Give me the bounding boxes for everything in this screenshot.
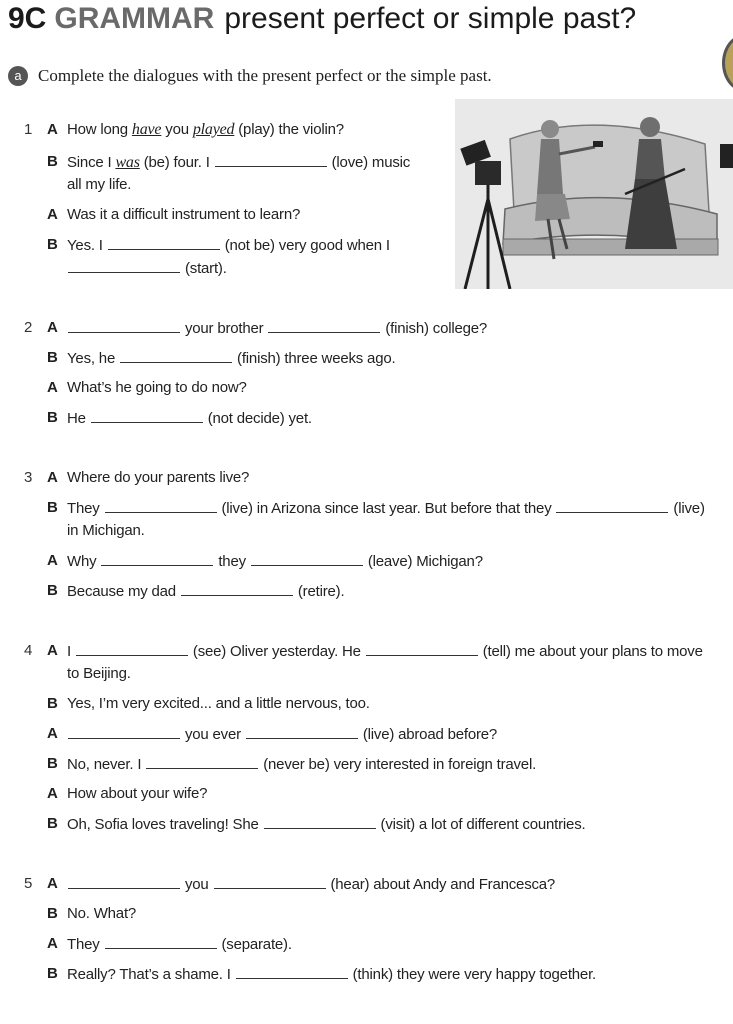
text-segment: to Beijing. — [67, 665, 131, 682]
text-segment: your brother — [181, 320, 268, 337]
dialogue-text — [67, 258, 227, 279]
text-segment: How long — [67, 121, 132, 138]
dialogue-text — [67, 694, 370, 714]
page-title: present perfect or simple past? — [224, 2, 637, 35]
dialogue-text — [67, 581, 344, 602]
text-segment: Yes, he — [67, 350, 120, 367]
answer-blank[interactable] — [246, 724, 358, 739]
example-answer: have — [131, 121, 162, 138]
speaker-label: B — [47, 349, 58, 366]
text-segment: (start). — [181, 260, 227, 277]
interview-illustration — [455, 99, 733, 289]
exercise-instruction — [8, 66, 492, 86]
dialogue-text — [67, 874, 555, 895]
text-segment: Oh, Sofia loves traveling! She — [67, 816, 263, 833]
dialogue-text — [67, 551, 483, 572]
text-segment: you — [181, 876, 213, 893]
speaker-label: B — [47, 153, 58, 170]
text-segment: (leave) Michigan? — [363, 553, 483, 570]
section-label: GRAMMAR — [54, 2, 215, 35]
dialogue-text — [67, 408, 312, 429]
exercise-badge: a — [8, 66, 28, 86]
example-answer: played — [192, 121, 235, 138]
speaker-label: B — [47, 815, 58, 832]
text-segment: They — [67, 936, 104, 953]
speaker-label: A — [47, 469, 58, 486]
speaker-label: A — [47, 725, 58, 742]
text-segment: (love) music — [327, 154, 411, 171]
answer-blank[interactable] — [105, 934, 217, 949]
answer-blank[interactable] — [91, 408, 203, 423]
text-segment: (tell) me about your plans to move — [478, 643, 703, 660]
text-segment: Really? That’s a shame. I — [67, 966, 235, 983]
dialogue-text — [67, 521, 145, 541]
answer-blank[interactable] — [236, 964, 348, 979]
text-segment: Where do your parents live? — [67, 469, 250, 486]
text-segment: (live) in Arizona since last year. But before that they — [217, 500, 556, 517]
dialogue-text — [67, 904, 136, 924]
speaker-label: A — [47, 319, 58, 336]
speaker-label: A — [47, 785, 58, 802]
text-segment: (not be) very good when I — [220, 237, 390, 254]
dialogue-text — [67, 641, 703, 662]
section-code: 9C — [8, 2, 47, 35]
answer-blank[interactable] — [251, 551, 363, 566]
corner-badge-icon — [722, 34, 733, 92]
dialogue-number: 1 — [24, 121, 33, 138]
page-header — [8, 0, 636, 38]
text-segment: No, never. I — [67, 756, 146, 773]
answer-blank[interactable] — [120, 348, 232, 363]
dialogue-text — [67, 348, 395, 369]
speaker-label: A — [47, 552, 58, 569]
speaker-label: B — [47, 695, 58, 712]
answer-blank[interactable] — [68, 258, 180, 273]
text-segment: (not decide) yet. — [203, 410, 312, 427]
answer-blank[interactable] — [68, 318, 180, 333]
text-segment: (think) they were very happy together. — [348, 966, 597, 983]
text-segment: (see) Oliver yesterday. He — [188, 643, 365, 660]
speaker-label: A — [47, 875, 58, 892]
speaker-label: B — [47, 755, 58, 772]
speaker-label: A — [47, 206, 58, 223]
answer-blank[interactable] — [108, 235, 220, 250]
text-segment: Was it a difficult instrument to learn? — [67, 206, 301, 223]
dialogue-text — [67, 318, 487, 339]
speaker-label: A — [47, 379, 58, 396]
answer-blank[interactable] — [264, 814, 376, 829]
dialogue-number: 3 — [24, 469, 33, 486]
speaker-label: B — [47, 582, 58, 599]
answer-blank[interactable] — [76, 641, 188, 656]
dialogue-text — [67, 120, 344, 140]
text-segment: (live) abroad before? — [358, 726, 498, 743]
dialogue-text — [67, 784, 207, 804]
dialogue-text — [67, 378, 247, 398]
text-segment: in Michigan. — [67, 522, 145, 539]
text-segment: (play) the violin? — [234, 121, 344, 138]
text-segment: you ever — [181, 726, 245, 743]
text-segment: I — [67, 643, 75, 660]
text-segment: No. What? — [67, 905, 137, 922]
dialogue-text — [67, 754, 536, 775]
speaker-label: A — [47, 121, 58, 138]
text-segment: Yes. I — [67, 237, 107, 254]
dialogue-number: 5 — [24, 875, 33, 892]
speaker-label: B — [47, 965, 58, 982]
text-segment: Yes, I’m very excited... and a little nervous, too. — [67, 695, 370, 712]
answer-blank[interactable] — [181, 581, 293, 596]
dialogue-text — [67, 724, 497, 745]
dialogue-text — [67, 664, 131, 684]
text-segment: Because my dad — [67, 583, 180, 600]
dialogue-text — [67, 235, 390, 256]
text-segment: (retire). — [293, 583, 345, 600]
answer-blank[interactable] — [146, 754, 258, 769]
dialogue-text — [67, 468, 249, 488]
text-segment: (be) four. I — [139, 154, 214, 171]
text-segment: Why — [67, 553, 101, 570]
text-segment: (finish) three weeks ago. — [233, 350, 396, 367]
dialogue-number: 2 — [24, 319, 33, 336]
answer-blank[interactable] — [268, 318, 380, 333]
dialogue-text — [67, 205, 300, 225]
text-segment: They — [67, 500, 104, 517]
text-segment: (visit) a lot of different countries. — [376, 816, 586, 833]
answer-blank[interactable] — [556, 498, 668, 513]
text-segment: What’s he going to do now? — [67, 379, 247, 396]
speaker-label: B — [47, 236, 58, 253]
speaker-label: A — [47, 935, 58, 952]
answer-blank[interactable] — [366, 641, 478, 656]
dialogue-text — [67, 964, 596, 985]
answer-blank[interactable] — [68, 724, 180, 739]
instruction-text: Complete the dialogues with the present perfect or the simple past. — [38, 66, 492, 85]
example-answer: was — [115, 154, 140, 171]
dialogue-number: 4 — [24, 642, 33, 659]
text-segment: (hear) about Andy and Francesca? — [326, 876, 556, 893]
answer-blank[interactable] — [68, 874, 180, 889]
text-segment: you — [161, 121, 193, 138]
speaker-label: B — [47, 409, 58, 426]
text-segment: He — [67, 410, 90, 427]
text-segment: (separate). — [217, 936, 292, 953]
text-segment: (live) — [669, 500, 705, 517]
text-segment: (never be) very interested in foreign travel. — [259, 756, 537, 773]
dialogue-text — [67, 814, 585, 835]
dialogue-text — [67, 498, 705, 519]
text-segment: (finish) college? — [381, 320, 488, 337]
answer-blank[interactable] — [105, 498, 217, 513]
answer-blank[interactable] — [215, 152, 327, 167]
text-segment: they — [214, 553, 250, 570]
dialogue-text — [67, 152, 410, 173]
speaker-label: A — [47, 642, 58, 659]
dialogue-text — [67, 175, 131, 195]
dialogue-text — [67, 934, 292, 955]
answer-blank[interactable] — [214, 874, 326, 889]
text-segment: How about your wife? — [67, 785, 208, 802]
text-segment: all my life. — [67, 176, 132, 193]
speaker-label: B — [47, 499, 58, 516]
answer-blank[interactable] — [101, 551, 213, 566]
text-segment: Since I — [67, 154, 116, 171]
speaker-label: B — [47, 905, 58, 922]
